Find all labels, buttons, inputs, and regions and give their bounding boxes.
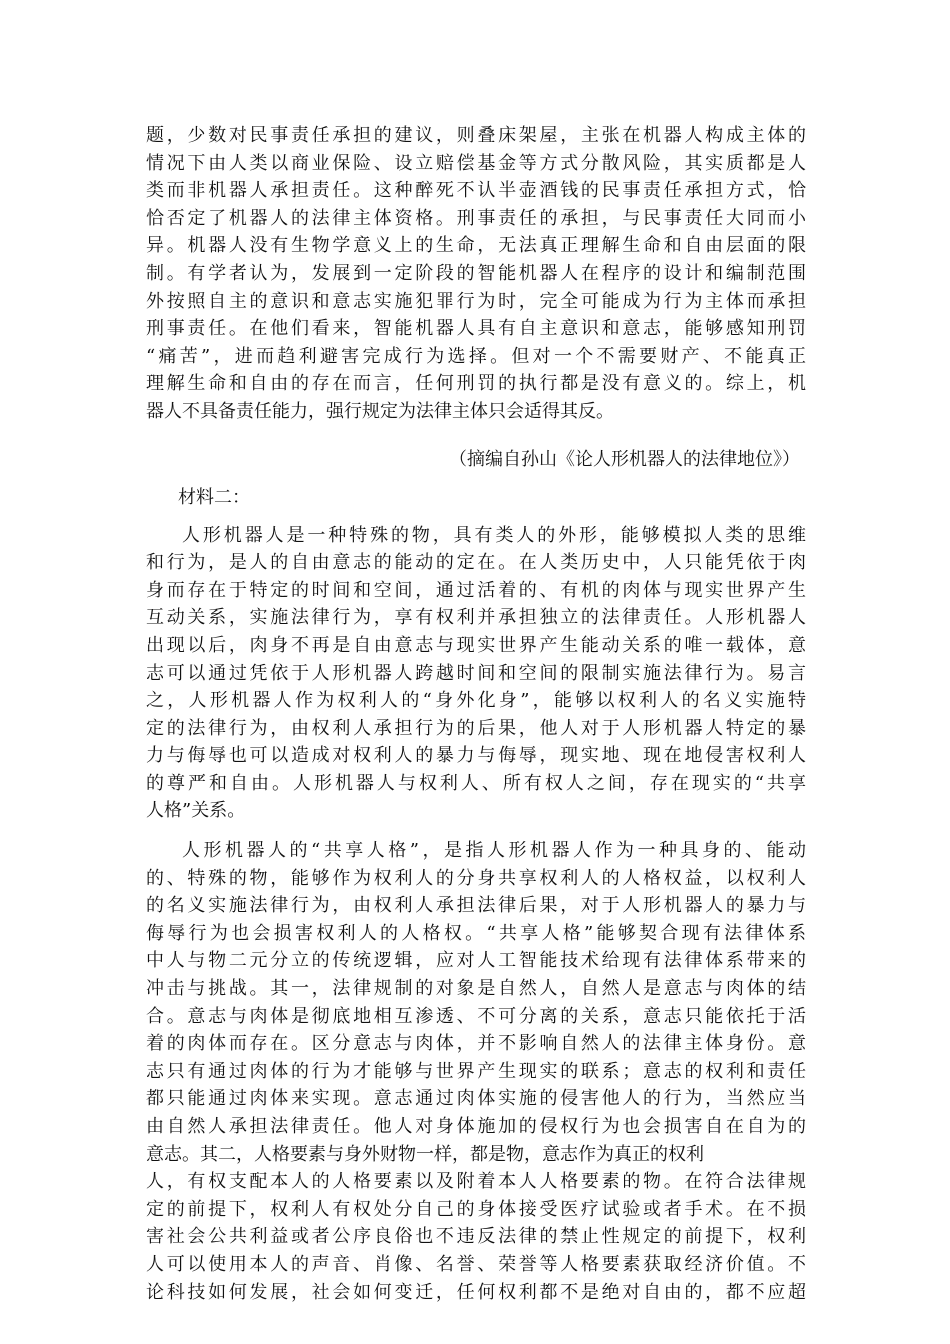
body-paragraph-one	[146, 522, 806, 826]
text-line: 的名义实施法律行为，由权利人承担法律后果，对于人形机器人的暴力与	[146, 895, 806, 917]
text-line: 类而非机器人承担责任。这种醉死不认半壶酒钱的民事责任承担方式，恰	[146, 180, 806, 202]
text-line: 志只有通过肉体的行为才能够与世界产生现实的联系；意志的权利和责任	[146, 1060, 806, 1082]
text-line: 题，少数对民事责任承担的建议，则叠床架屋，主张在机器人构成主体的	[146, 125, 806, 146]
text-line: “痛苦”，进而趋利避害完成行为选择。但对一个不需要财产、不能真正	[146, 345, 806, 367]
text-line: 异。机器人没有生物学意义上的生命，无法真正理解生命和自由层面的限	[146, 235, 806, 257]
body-paragraph-two	[146, 837, 806, 1306]
text-line: 论科技如何发展，社会如何变迁，任何权利都不是绝对自由的，都不应超	[146, 1281, 806, 1303]
text-line: 定的法律行为，由权利人承担行为的后果，他人对于人形机器人特定的暴	[146, 717, 806, 739]
text-line: 身而存在于特定的时间和空间，通过活着的、有机的肉体与现实世界产生	[146, 579, 806, 601]
text-line: 互动关系，实施法律行为，享有权利并承担独立的法律责任。人形机器人	[146, 607, 806, 629]
text-line: 人，有权支配本人的人格要素以及附着本人人格要素的物。在符合法律规	[146, 1171, 806, 1193]
text-line: 器人不具备责任能力，强行规定为法律主体只会适得其反。	[146, 400, 614, 422]
text-line: 志可以通过凭依于人形机器人跨越时间和空间的限制实施法律行为。易言	[146, 662, 806, 684]
text-line: 之，人形机器人作为权利人的“身外化身”，能够以权利人的名义实施特	[146, 690, 806, 712]
text-line: 情况下由人类以商业保险、设立赔偿基金等方式分散风险，其实质都是人	[146, 152, 806, 174]
text-line: 的尊严和自由。人形机器人与权利人、所有权人之间，存在现实的“共享	[146, 772, 806, 794]
text-line: 都只能通过肉体来实现。意志通过肉体实施的侵害他人的行为，当然应当	[146, 1088, 806, 1110]
text-line: 中人与物二元分立的传统逻辑，应对人工智能技术给现有法律体系带来的	[146, 950, 806, 972]
text-line: 定的前提下，权利人有权处分自己的身体接受医疗试验或者手术。在不损	[146, 1198, 806, 1220]
text-line: 人形机器人的“共享人格”，是指人形机器人作为一种具身的、能动	[182, 840, 806, 862]
text-line: 冲击与挑战。其一，法律规制的对象是自然人，自然人是意志与肉体的结	[146, 978, 806, 1000]
document-page	[146, 122, 806, 1306]
text-line: 理解生命和自由的存在而言，任何刑罚的执行都是没有意义的。综上，机	[146, 373, 806, 395]
text-line: 由自然人承担法律责任。他人对身体施加的侵权行为也会损害自在自为的	[146, 1116, 806, 1137]
text-line: 恰否定了机器人的法律主体资格。刑事责任的承担，与民事责任大同而小	[146, 207, 806, 229]
text-line: 刑事责任。在他们看来，智能机器人具有自主意识和意志，能够感知刑罚	[146, 318, 806, 340]
text-line: 着的肉体而存在。区分意志与肉体，并不影响自然人的法律主体身份。意	[146, 1033, 806, 1055]
text-line: 出现以后，肉身不再是自由意志与现实世界产生能动关系的唯一载体，意	[146, 634, 806, 656]
section-heading: 材料二：	[178, 486, 250, 508]
intro-paragraph	[146, 122, 806, 426]
text-line: 力与侮辱也可以造成对权利人的暴力与侮辱，现实地、现在地侵害权利人	[146, 745, 806, 767]
text-line: 害社会公共利益或者公序良俗也不违反法律的禁止性规定的前提下，权利	[146, 1226, 806, 1248]
text-line: 和行为，是人的自由意志的能动的定在。在人类历史中，人只能凭依于肉	[146, 552, 806, 574]
text-line: 人格”关系。	[146, 800, 246, 822]
text-line: 人形机器人是一种特殊的物，具有类人的外形，能够模拟人类的思维	[182, 524, 806, 546]
text-line: 意志。其二，人格要素与身外财物一样，都是物，意志作为真正的权利	[146, 1143, 704, 1165]
text-line: 外按照自主的意识和意志实施犯罪行为时，完全可能成为行为主体而承担	[146, 290, 806, 312]
text-line: 合。意志与肉体是彻底地相互渗透、不可分离的关系，意志只能依托于活	[146, 1005, 806, 1027]
text-line: 的、特殊的物，能够作为权利人的分身共享权利人的人格权益，以权利人	[146, 867, 806, 889]
text-line: 侮辱行为也会损害权利人的人格权。“共享人格”能够契合现有法律体系	[146, 922, 806, 944]
text-line: 制。有学者认为，发展到一定阶段的智能机器人在程序的设计和编制范围	[146, 262, 806, 284]
source-citation: （摘编自孙山《论人形机器人的法律地位》）	[449, 448, 800, 470]
text-line: 人可以使用本人的声音、肖像、名誉、荣誉等人格要素获取经济价值。不	[146, 1253, 806, 1275]
